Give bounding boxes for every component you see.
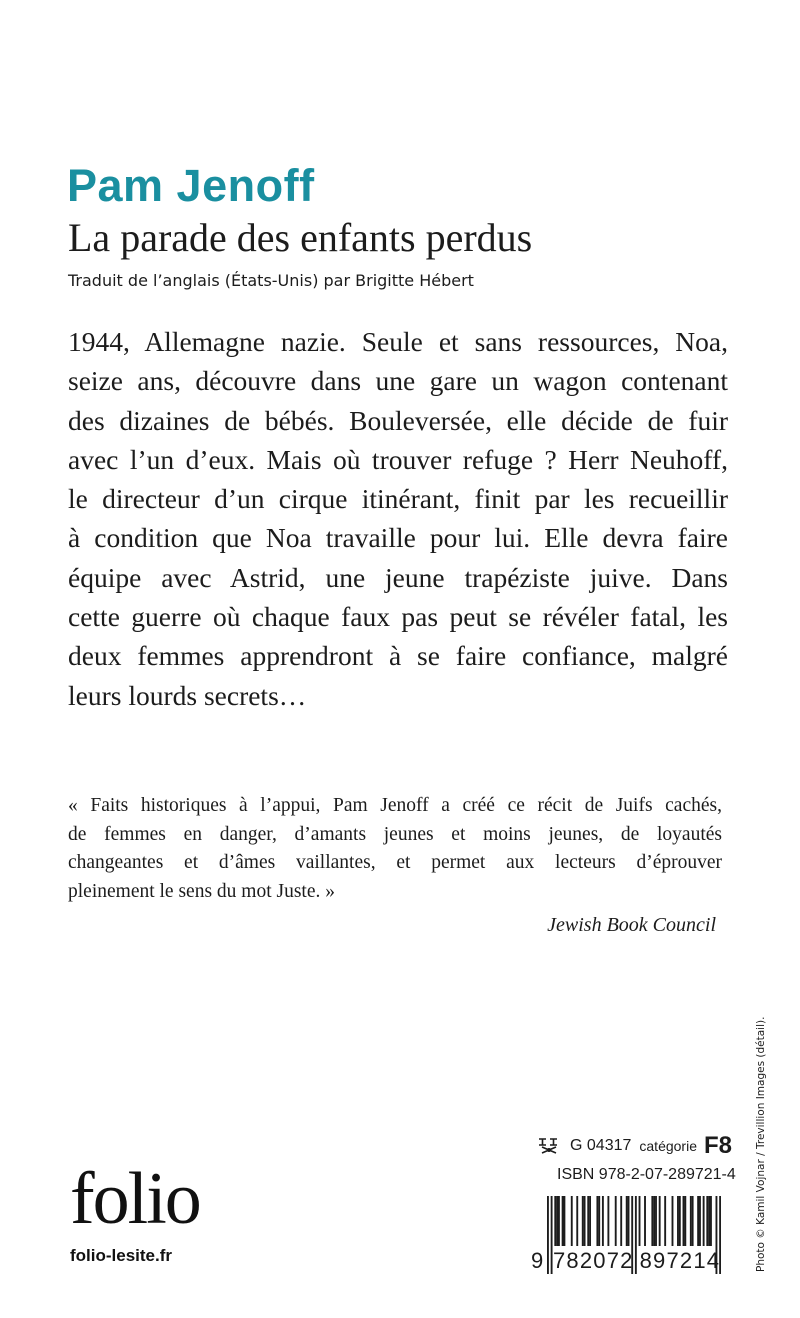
barcode-bar — [602, 1196, 604, 1246]
publisher-logo: folio — [70, 1158, 200, 1240]
blurb-line: avec l’un d’eux. Mais où trouver refuge ? Herr Neuhoff, — [68, 443, 728, 475]
category-code: F8 — [703, 1132, 732, 1159]
barcode-bar — [677, 1196, 679, 1246]
barcode-bar — [679, 1196, 681, 1246]
barcode-digit-group: 782072 — [553, 1248, 634, 1273]
barcode-bar — [706, 1196, 708, 1246]
blurb-line: à condition que Noa travaille pour lui. Elle devra faire — [68, 522, 728, 554]
barcode-bar — [710, 1196, 712, 1246]
blurb — [68, 322, 728, 715]
publisher-website: folio-lesite.fr — [70, 1246, 173, 1265]
category-label: catégorie — [639, 1138, 697, 1154]
blurb-line: des dizaines de bébés. Bouleversée, elle décide de fuir — [68, 404, 728, 436]
barcode-bar — [692, 1196, 694, 1246]
barcode-bar — [644, 1196, 646, 1246]
barcode-bar — [584, 1196, 586, 1246]
book-title: La parade des enfants perdus — [68, 215, 533, 260]
quote-line: « Faits historiques à l’appui, Pam Jenoff a créé ce récit de Juifs cachés, — [68, 795, 722, 816]
barcode-digit-group: 897214 — [639, 1248, 721, 1273]
barcode-bar — [607, 1196, 609, 1246]
translator-credit: Traduit de l’anglais (États-Unis) par Brigitte Hébert — [68, 271, 474, 290]
barcode-bar — [598, 1196, 600, 1246]
author-name: Pam Jenoff — [67, 160, 315, 211]
barcode-bar — [571, 1196, 573, 1246]
barcode-bar — [655, 1196, 657, 1246]
barcode-bar — [626, 1196, 628, 1246]
gallimard-logo-icon — [536, 1136, 562, 1156]
quote-line: pleinement le sens du mot Juste. » — [68, 880, 336, 902]
barcode-bar — [589, 1196, 591, 1246]
barcode-bar — [690, 1196, 692, 1246]
blurb-line: cette guerre où chaque faux pas peut se révéler fatal, les — [68, 601, 728, 633]
barcode-bar — [683, 1196, 685, 1246]
barcode-digit-group: 9 — [531, 1248, 544, 1273]
blurb-line: seize ans, découvre dans une gare un wagon contenant — [68, 365, 728, 397]
barcode-bar — [620, 1196, 622, 1246]
quote-line: de femmes en danger, d’amants jeunes et moins jeunes, de loyautés — [68, 823, 722, 845]
barcode-bar — [672, 1196, 674, 1246]
barcode-bar — [558, 1196, 560, 1246]
blurb-line: le directeur d’un cirque itinérant, finit par les recueillir — [68, 483, 728, 515]
blurb-line: leurs lourds secrets… — [68, 679, 307, 711]
barcode-bar — [576, 1196, 578, 1246]
barcode-bar — [615, 1196, 617, 1246]
catalog-info — [536, 1132, 732, 1160]
barcode-bar — [563, 1196, 565, 1246]
barcode-bar — [651, 1196, 653, 1246]
barcode-bar — [699, 1196, 701, 1246]
barcode-bar — [708, 1196, 710, 1246]
barcode-bar — [639, 1196, 641, 1246]
blurb-line: équipe avec Astrid, une jeune trapéziste juive. Dans — [68, 561, 728, 593]
blurb-line: 1944, Allemagne nazie. Seule et sans ressources, Noa, — [68, 326, 728, 357]
barcode-bar — [684, 1196, 686, 1246]
barcode-bar — [582, 1196, 584, 1246]
barcode-bar — [562, 1196, 564, 1246]
barcode-bar — [556, 1196, 558, 1246]
barcode-digits — [531, 1248, 723, 1274]
photo-credit: Photo © Kamil Vojnar / Trevillion Images (détail). — [755, 1016, 767, 1272]
barcode-bar — [697, 1196, 699, 1246]
barcode-bar — [628, 1196, 630, 1246]
isbn: ISBN 978-2-07-289721-4 — [557, 1166, 736, 1183]
barcode-bar — [653, 1196, 655, 1246]
catalog-code: G 04317 — [570, 1137, 632, 1154]
review-quote — [68, 792, 722, 906]
quote-source: Jewish Book Council — [547, 914, 716, 936]
barcode-bar — [664, 1196, 666, 1246]
barcode-bar — [703, 1196, 705, 1246]
quote-line: changeantes et d’âmes vaillantes, et permet aux lecteurs d’éprouver — [68, 852, 722, 874]
barcode-bar — [587, 1196, 589, 1246]
barcode-bar — [659, 1196, 661, 1246]
barcode-bar — [596, 1196, 598, 1246]
barcode-bar — [554, 1196, 556, 1246]
blurb-line: deux femmes apprendront à se faire confiance, malgré — [68, 640, 728, 672]
